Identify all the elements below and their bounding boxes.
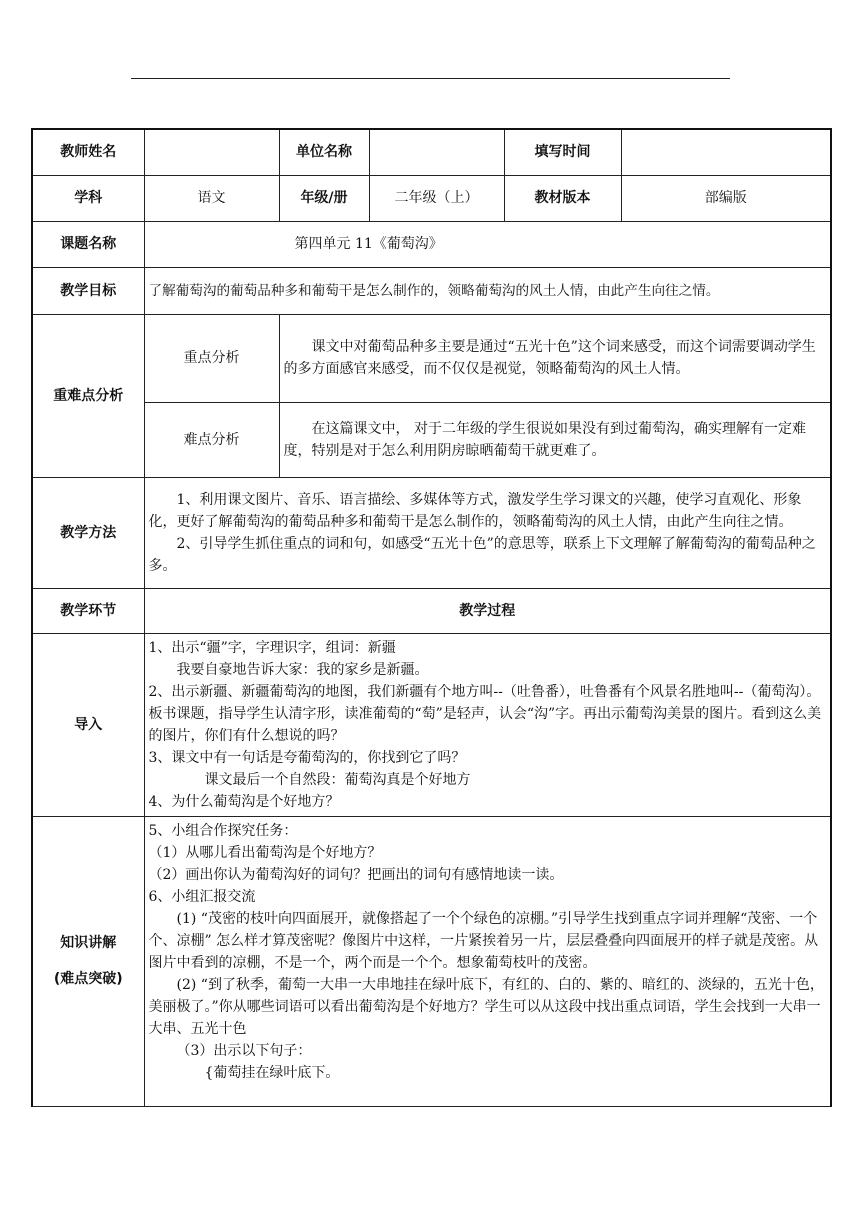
intro-line-5: 课文最后一个自然段：葡萄沟真是个好地方	[204, 771, 471, 788]
methods-text	[144, 477, 831, 588]
stage-header-label: 教学环节	[32, 588, 144, 633]
lesson-plan-table	[31, 128, 832, 1107]
knowledge-label-cell	[32, 816, 144, 1106]
key-point-label: 重点分析	[144, 314, 279, 402]
knowledge-line-3: （2）画出你认为葡萄沟好的词句？把画出的词句有感情地读一读。	[148, 866, 564, 883]
intro-line-2: 我要自豪地告诉大家：我的家乡是新疆。	[176, 661, 429, 678]
difficult-point-text: 在这篇课文中， 对于二年级的学生很说如果没有到过葡萄沟，确实理解有一定难度，特别是对于怎么利用阴房晾晒葡萄干就更难了。	[279, 402, 831, 477]
grade-value: 二年级（上）	[369, 175, 504, 221]
key-difficult-label: 重难点分析	[32, 314, 144, 477]
fill-time-value[interactable]	[621, 129, 831, 175]
subject-label: 学科	[32, 175, 144, 221]
intro-line-6: 4、为什么葡萄沟是个好地方？	[148, 793, 340, 810]
textbook-value: 部编版	[621, 175, 831, 221]
objectives-text: 了解葡萄沟的葡萄品种多和葡萄干是怎么制作的，领略葡萄沟的风土人情，由此产生向往之情。	[144, 267, 831, 314]
intro-line-3: 2、出示新疆、新疆葡萄沟的地图，我们新疆有个地方叫--（吐鲁番），吐鲁番有个风景名胜地叫--（葡萄沟）。板书课题，指导学生认清字形，读准葡萄的“萄”是轻声，认会“沟”字。再出示葡萄沟美景的图片。看到这么美的图片，你们有什么想说的吗？	[148, 683, 822, 744]
intro-label: 导入	[32, 633, 144, 816]
unit-name-value[interactable]	[369, 129, 504, 175]
fill-time-label: 填写时间	[504, 129, 621, 175]
knowledge-content	[144, 816, 831, 1106]
key-point-text: 课文中对葡萄品种多主要是通过“五光十色”这个词来感受，而这个词需要调动学生的多方面感官来感受，而不仅仅是视觉，领略葡萄沟的风土人情。	[279, 314, 831, 402]
knowledge-line-1: 5、小组合作探究任务：	[148, 822, 298, 839]
textbook-label: 教材版本	[504, 175, 621, 221]
knowledge-line-2: （1）从哪儿看出葡萄沟是个好地方？	[148, 844, 382, 861]
methods-paragraph-2: 2、引导学生抓住重点的词和句，如感受“五光十色”的意思等，联系上下文理解了解葡萄沟的葡萄品种之多。	[148, 535, 816, 574]
grade-label: 年级/册	[279, 175, 369, 221]
objectives-label: 教学目标	[32, 267, 144, 314]
knowledge-line-8: {葡萄挂在绿叶底下。	[204, 1064, 340, 1081]
unit-name-label: 单位名称	[279, 129, 369, 175]
knowledge-line-4: 6、小组汇报交流	[148, 888, 256, 905]
knowledge-line-6: (2) “到了秋季，葡萄一大串一大串地挂在绿叶底下，有红的、白的、紫的、暗红的、淡绿的，五光十色，美丽极了。”你从哪些词语可以看出葡萄沟是个好地方？学生可以从这段中找出重点词语，学生会找到一大串一大串、五光十色	[148, 976, 824, 1037]
lesson-title-value: 第四单元 11《葡萄沟》	[144, 221, 831, 267]
process-header-label: 教学过程	[144, 588, 831, 633]
difficult-point-label: 难点分析	[144, 402, 279, 477]
methods-paragraph-1: 1、利用课文图片、音乐、语言描绘、多媒体等方式，激发学生学习课文的兴趣，使学习直观化、形象化，更好了解葡萄沟的葡萄品种多和葡萄干是怎么制作的，领略葡萄沟的风土人情，由此产生向往之情。	[148, 491, 802, 530]
intro-content	[144, 633, 831, 816]
knowledge-sublabel: (难点突破)	[53, 971, 123, 987]
subject-value: 语文	[144, 175, 279, 221]
knowledge-line-7: （3）出示以下句子：	[176, 1042, 312, 1059]
knowledge-label: 知识讲解	[60, 935, 117, 951]
methods-label: 教学方法	[32, 477, 144, 588]
intro-line-1: 1、出示“疆”字，字理识字，组词：新疆	[148, 639, 396, 656]
header-rule	[131, 78, 730, 79]
knowledge-line-5: (1) “茂密的枝叶向四面展开，就像搭起了一个个绿色的凉棚。”引导学生找到重点字词并理解“茂密、一个个、凉棚” 怎么样才算茂密呢？像图片中这样，一片紧挨着另一片，层层叠叠向四面展开的样子就是茂密。从图片中看到的凉棚，不是一个，两个而是一个个。想象葡萄枝叶的茂密。	[148, 910, 819, 971]
intro-line-4: 3、课文中有一句话是夸葡萄沟的，你找到它了吗？	[148, 749, 466, 766]
lesson-title-label: 课题名称	[32, 221, 144, 267]
teacher-name-label: 教师姓名	[32, 129, 144, 175]
teacher-name-value[interactable]	[144, 129, 279, 175]
